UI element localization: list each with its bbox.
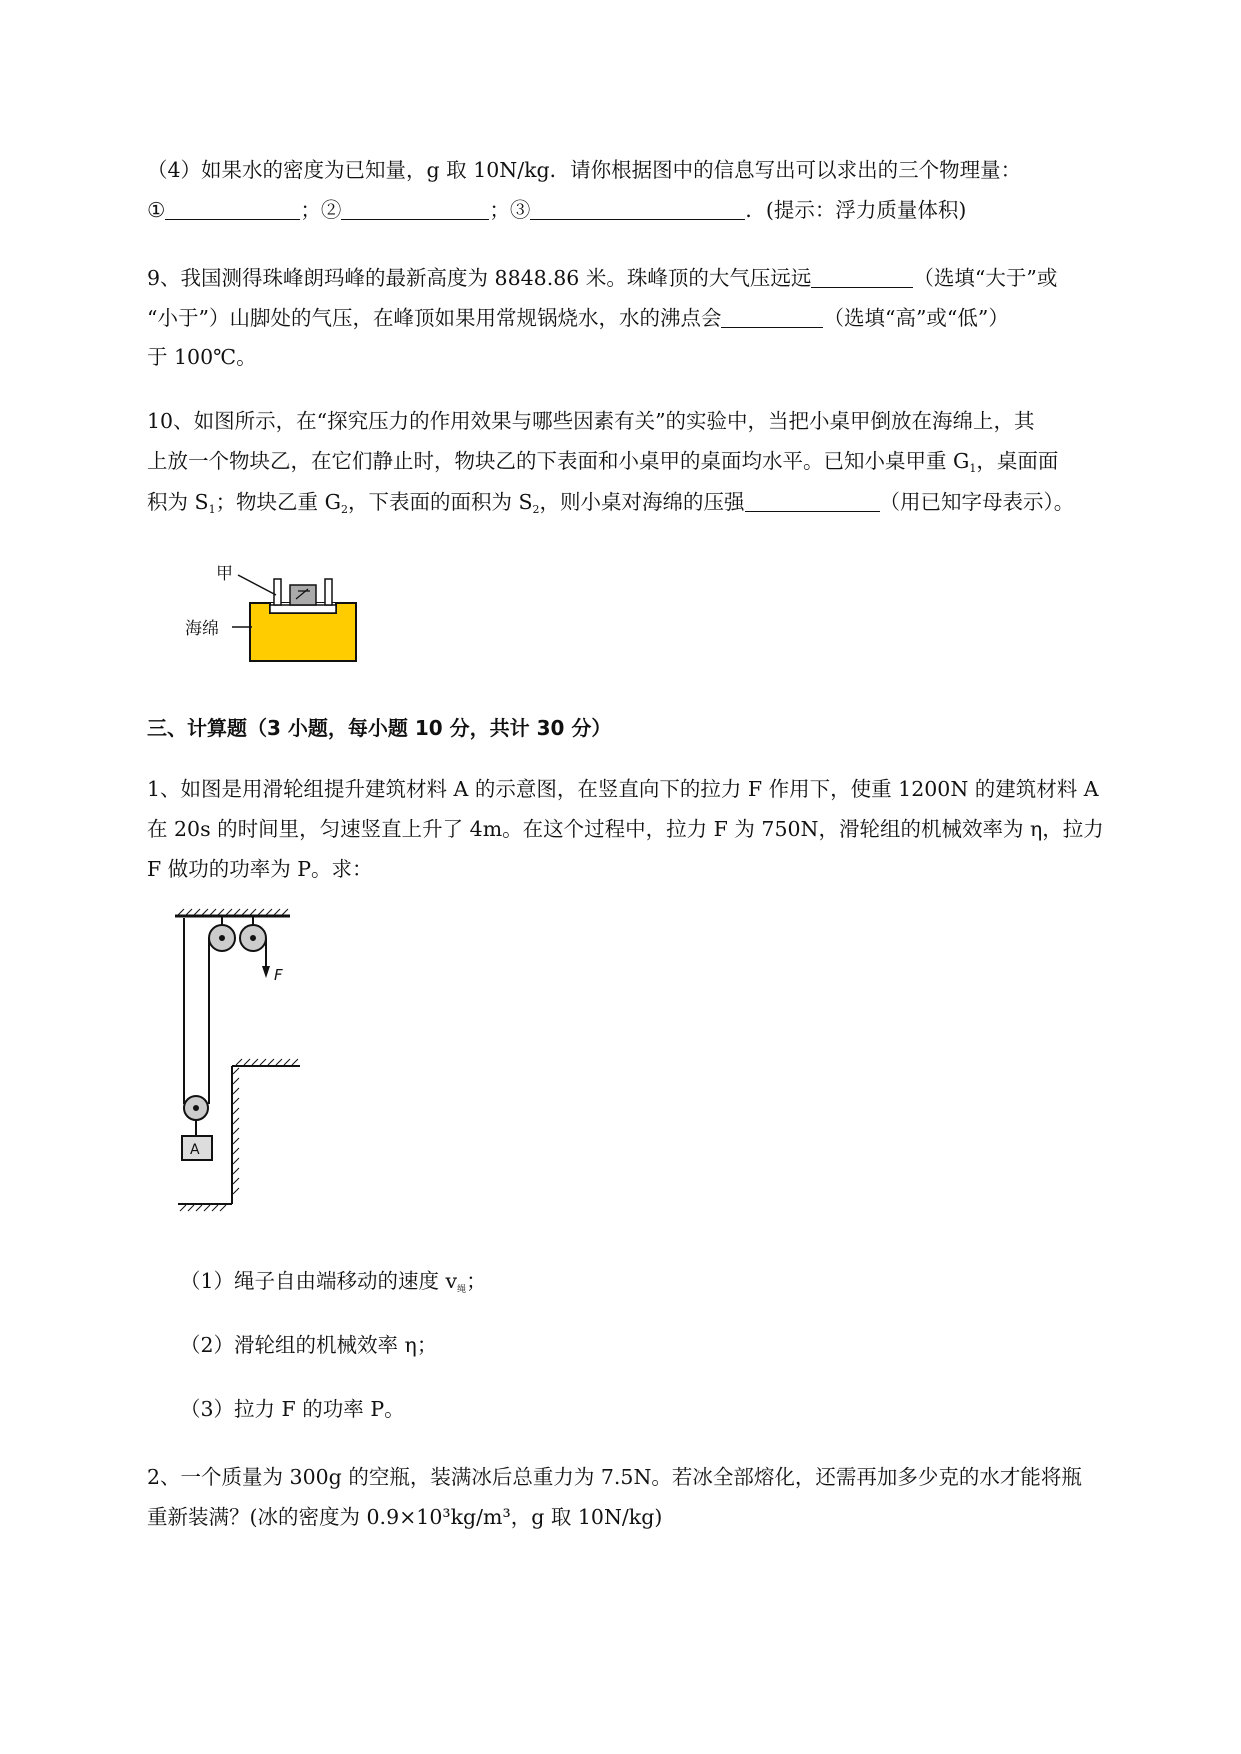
q10-line2 bbox=[147, 451, 1058, 474]
calc1-line3 bbox=[147, 859, 373, 880]
fixed-pulley-1-axle bbox=[219, 935, 225, 941]
label-haimian: 海绵 bbox=[185, 619, 219, 639]
block-yi bbox=[290, 585, 316, 605]
calc1-text-3: F 做功的功率为 P。求： bbox=[147, 857, 373, 881]
calc1-line2 bbox=[147, 819, 1104, 840]
q9-text-a: 9、我国测得珠峰朗玛峰的最新高度为 8848.86 米。珠峰顶的大气压远远 bbox=[147, 266, 812, 290]
ledge-hatch bbox=[236, 1059, 298, 1065]
label-load-A: A bbox=[190, 1142, 200, 1158]
answer-blank-q9-1[interactable] bbox=[811, 267, 913, 288]
calc2-line2 bbox=[147, 1507, 662, 1528]
label-jia: 甲 bbox=[216, 565, 233, 584]
q10-text-3d: ，则小桌对海绵的压强 bbox=[539, 490, 745, 514]
answer-blank-q10[interactable] bbox=[745, 491, 880, 512]
calc1-sub3 bbox=[180, 1399, 405, 1420]
calc1-sub1-end: ； bbox=[466, 1269, 487, 1293]
q10-sub-g1: 1 bbox=[969, 462, 977, 475]
calc2-text-2: 重新装满？(冰的密度为 0.9×10³kg/m³，g 取 10N/kg) bbox=[147, 1505, 663, 1529]
q10-sub-g2: 2 bbox=[340, 503, 348, 516]
q10-line3 bbox=[147, 491, 1074, 515]
q10-text-3e: （用已知字母表示）。 bbox=[879, 490, 1075, 514]
q9-line1 bbox=[147, 267, 1057, 289]
table-top bbox=[270, 605, 336, 613]
q9-text-e: 于 100℃。 bbox=[147, 345, 257, 369]
calc2-text-1: 2、一个质量为 300g 的空瓶，装满冰后总重力为 7.5N。若冰全部熔化，还需再加多少克的水才能将瓶 bbox=[147, 1465, 1082, 1489]
calc1-sub2-text: （2）滑轮组的机械效率 η； bbox=[180, 1333, 438, 1357]
calc1-sub1-text: （1）绳子自由端移动的速度 v bbox=[180, 1269, 458, 1293]
q9-text-d: （选填“高”或“低”） bbox=[823, 306, 1009, 330]
calc1-text-1: 1、如图是用滑轮组提升建筑材料 A 的示意图，在竖直向下的拉力 F 作用下，使重 1200N 的建筑材料 A bbox=[147, 777, 1099, 801]
section3-title-text: 三、计算题（3 小题，每小题 10 分，共计 30 分） bbox=[147, 716, 612, 740]
label-force-F: F bbox=[274, 966, 283, 984]
q8-part4-line1 bbox=[147, 160, 1021, 181]
q10-text-2b: ，桌面面 bbox=[976, 449, 1059, 473]
q9-line3 bbox=[147, 347, 257, 368]
section3-title bbox=[147, 718, 611, 738]
calc1-sub2 bbox=[180, 1335, 437, 1356]
q9-text-c: “小于”）山脚处的气压，在峰顶如果用常规锅烧水，水的沸点会 bbox=[147, 306, 722, 330]
calc1-text-2: 在 20s 的时间里，匀速竖直上升了 4m。在这个过程中，拉力 F 为 750N，滑轮组的机械效率为 η，拉力 bbox=[147, 817, 1104, 841]
pulley-figure bbox=[170, 908, 320, 1238]
answer-blank-q9-2[interactable] bbox=[721, 307, 823, 328]
q10-sub-s1: 1 bbox=[208, 503, 216, 516]
q9-line2 bbox=[147, 307, 1009, 329]
calc1-sub1 bbox=[180, 1271, 487, 1295]
answer-blank-3[interactable] bbox=[530, 199, 745, 220]
calc1-line1 bbox=[147, 779, 1099, 800]
table-leg-left bbox=[274, 579, 281, 605]
force-arrow-head bbox=[262, 966, 270, 978]
ceiling-hatch bbox=[178, 909, 288, 915]
sponge-table-figure bbox=[180, 565, 360, 665]
answer-blank-1[interactable] bbox=[165, 199, 300, 220]
q10-text-3c: ，下表面的面积为 S bbox=[347, 490, 533, 514]
q10-text-3b: ；物块乙重 G bbox=[215, 490, 341, 514]
calc2-line1 bbox=[147, 1467, 1082, 1488]
q10-text-3a: 积为 S bbox=[147, 490, 209, 514]
q10-text-1: 10、如图所示，在“探究压力的作用效果与哪些因素有关”的实验中，当把小桌甲倒放在海绵上，其 bbox=[147, 409, 1035, 433]
calc1-sub1-subscript: 绳 bbox=[457, 1285, 467, 1295]
q9-text-b: （选填“大于”或 bbox=[913, 266, 1058, 290]
calc1-sub3-text: （3）拉力 F 的功率 P。 bbox=[180, 1397, 405, 1421]
answer-blank-2[interactable] bbox=[341, 199, 489, 220]
q8-sep2: ；③ bbox=[489, 198, 531, 222]
q8-sep1: ；② bbox=[300, 198, 342, 222]
q8-blank1-marker: ① bbox=[147, 198, 166, 222]
table-leg-right bbox=[325, 579, 332, 605]
wall-hatch bbox=[233, 1068, 239, 1194]
movable-pulley-axle bbox=[193, 1105, 199, 1111]
leader-jia bbox=[238, 575, 276, 595]
ground-hatch bbox=[180, 1205, 226, 1211]
q10-text-2a: 上放一个物块乙，在它们静止时，物块乙的下表面和小桌甲的桌面均水平。已知小桌甲重 G bbox=[147, 449, 970, 473]
q10-line1 bbox=[147, 411, 1035, 432]
q8-hint: ．(提示：浮力质量体积) bbox=[745, 198, 967, 222]
q10-sub-s2: 2 bbox=[532, 503, 540, 516]
fixed-pulley-2-axle bbox=[250, 935, 256, 941]
q8-part4-text: （4）如果水的密度为已知量，g 取 10N/kg．请你根据图中的信息写出可以求出的三个物理量： bbox=[147, 158, 1022, 182]
q8-part4-line2 bbox=[147, 199, 966, 221]
